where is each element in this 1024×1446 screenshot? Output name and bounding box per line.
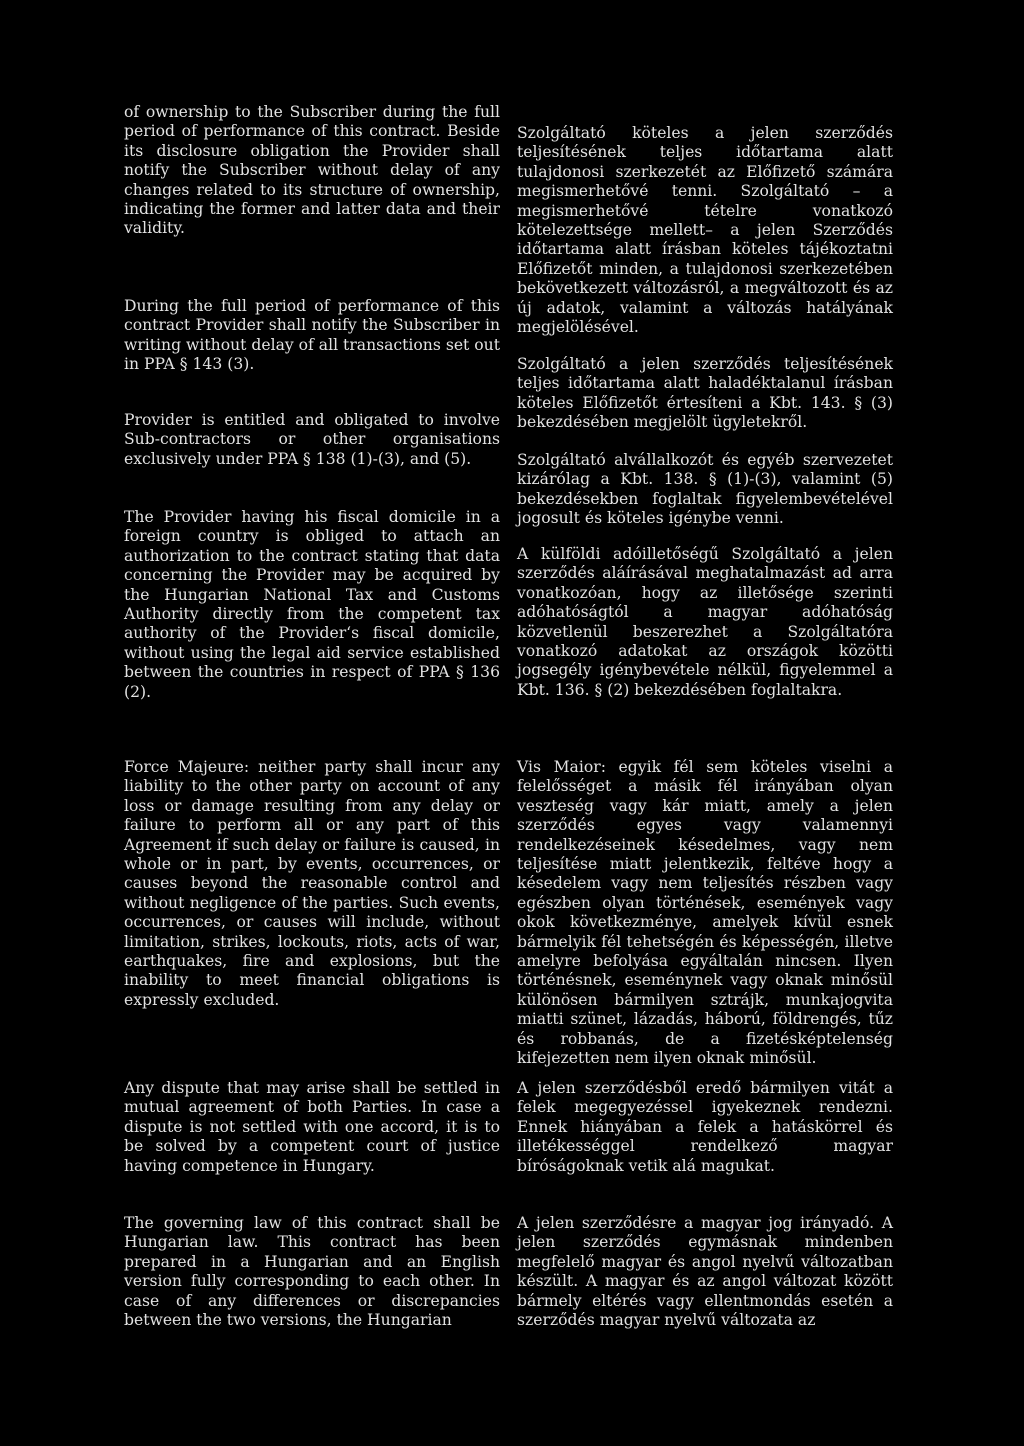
hu-ownership-paragraph: Szolgáltató köteles a jelen szerződés teljesítésének teljes időtartama alatt tulajdonosi szerkezetét az Előfizető számára megismerhetővé tenni. Szolgáltató – a megismerhetővé tételre vonatkozó kötelezettsége mellett– a jelen Szerződés időtartama alatt írásban köteles tájékoztatni Előfizetőt minden, a tulajdonosi szerkezetében bekövetkezett változásról, a megváltozott és az új adatok, valamint a változás hatályának megjelölésével. <box>517 124 893 337</box>
en-fiscal-domicile-paragraph: The Provider having his fiscal domicile in a foreign country is obliged to attach an authorization to the contract stating that data concerning the Provider may be acquired by the Hungarian National Tax and Customs Authority directly from the competent tax authority of the Provider‘s fiscal domicile, without using the legal aid service established between the countries in respect of PPA § 136 (2). <box>124 508 500 701</box>
en-ownership-paragraph: of ownership to the Subscriber during the full period of performance of this contract. Beside its disclosure obligation the Provider shall notify the Subscriber without delay of any changes related to its structure of ownership, indicating the former and latter data and their validity. <box>124 103 500 238</box>
en-governing-law-paragraph: The governing law of this contract shall be Hungarian law. This contract has been prepared in a Hungarian and an English version fully corresponding to each other. In case of any differences or discrepancies between the two versions, the Hungarian <box>124 1214 500 1330</box>
en-subcontractors-paragraph: Provider is entitled and obligated to involve Sub-contractors or other organisations exclusively under PPA § 138 (1)-(3), and (5). <box>124 411 500 468</box>
en-force-majeure-paragraph: Force Majeure: neither party shall incur any liability to the other party on account of any loss or damage resulting from any delay or failure to perform all or any part of this Agreement if such delay or failure is caused, in whole or in part, by events, occurrences, or causes beyond the reasonable control and without negligence of the parties. Such events, occurrences, or causes will include, without limitation, strikes, lockouts, riots, acts of war, earthquakes, fire and explosions, but the inability to meet financial obligations is expressly excluded. <box>124 758 500 1009</box>
hu-fiscal-domicile-paragraph: A külföldi adóilletőségű Szolgáltató a jelen szerződés aláírásával meghatalmazást ad arra vonatkozóan, hogy az illetősége szerinti adóhatóságtól a magyar adóhatóság közvetlenül beszerezhet a Szolgáltatóra vonatkozó adatokat az országok közötti jogsegély igénybevétele nélkül, figyelemmel a Kbt. 136. § (2) bekezdésében foglaltakra. <box>517 545 893 699</box>
en-transactions-paragraph: During the full period of performance of this contract Provider shall notify the Subscriber in writing without delay of all transactions set out in PPA § 143 (3). <box>124 297 500 374</box>
hu-governing-law-paragraph: A jelen szerződésre a magyar jog irányadó. A jelen szerződés egymásnak mindenben megfelelő magyar és angol nyelvű változatban készült. A magyar és az angol változat között bármely eltérés vagy ellentmondás esetén a szerződés magyar nyelvű változata az <box>517 1214 893 1330</box>
hu-force-majeure-paragraph: Vis Maior: egyik fél sem köteles viselni a felelősséget a másik fél irányában olyan veszteség vagy kár miatt, amely a jelen szerződés egyes vagy valamennyi rendelkezéseinek késedelmes, vagy nem teljesítése miatt jelentkezik, feltéve hogy a késedelem vagy nem teljesítés részben vagy egészben olyan történések, események vagy okok következménye, amelyek kívül esnek bármelyik fél tehetségén és képességén, illetve amelyre befolyása egyáltalán nincsen. Ilyen történésnek, eseménynek vagy oknak minősül különösen bármilyen sztrájk, munkajogvita miatti szünet, lázadás, háború, földrengés, tűz és robbanás, de a fizetésképtelenség kifejezetten nem ilyen oknak minősül. <box>517 758 893 1068</box>
hu-dispute-paragraph: A jelen szerződésből eredő bármilyen vitát a felek megegyezéssel igyekeznek rendezni. Ennek hiányában a felek a hatáskörrel és illetékességgel rendelkező magyar bíróságoknak vetik alá magukat. <box>517 1079 893 1175</box>
en-dispute-paragraph: Any dispute that may arise shall be settled in mutual agreement of both Parties. In case a dispute is not settled with one accord, it is to be solved by a competent court of justice having competence in Hungary. <box>124 1079 500 1175</box>
hu-transactions-paragraph: Szolgáltató a jelen szerződés teljesítésének teljes időtartama alatt haladéktalanul írásban köteles Előfizetőt értesíteni a Kbt. 143. § (3) bekezdésében megjelölt ügyletekről. <box>517 355 893 432</box>
hu-subcontractors-paragraph: Szolgáltató alvállalkozót és egyéb szervezetet kizárólag a Kbt. 138. § (1)-(3), valamint (5) bekezdésekben foglaltak figyelembevételével jogosult és köteles igénybe venni. <box>517 451 893 528</box>
